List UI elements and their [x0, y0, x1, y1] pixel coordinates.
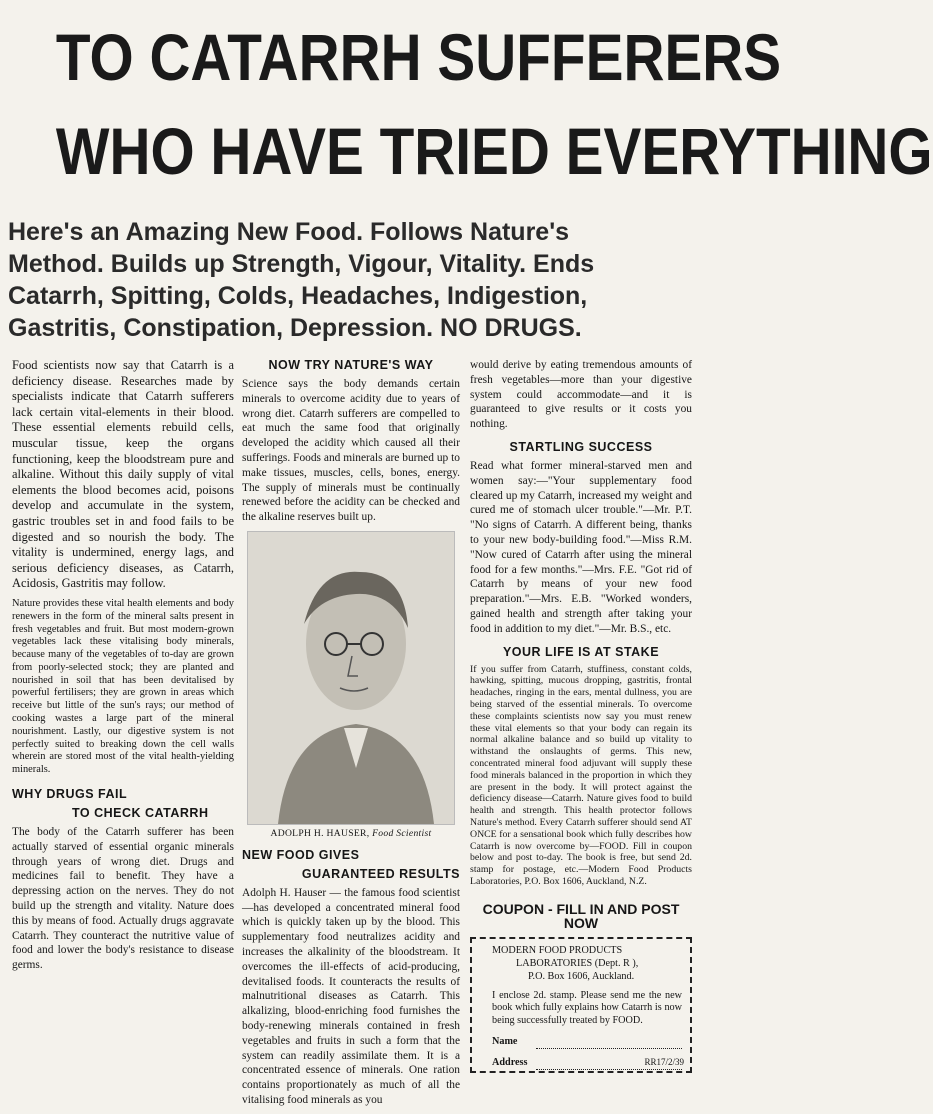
- results-paragraph: Adolph H. Hauser — the famous food scientist—has developed a concentrated mineral food which is quickly taken up by the blood. This supplementary food neutralizes acidity and increases the alkalinity of the bloodstream. It overcomes the ill-effects of acid-producing, devitalised foods. It counteracts the results of malnutritional diseases as Catarrh. This alkalizing, blood-enriching food furnishes the body-renewing minerals contained in fresh vegetables and fruits in such a form that the system can readily assimilate them. It is a concentrated essence of minerals. One ration contains proportionately as much of all the vitalising food minerals as you: [242, 886, 460, 1106]
- coupon-name-field[interactable]: [536, 1038, 682, 1049]
- stake-heading: YOUR LIFE IS AT STAKE: [502, 644, 660, 659]
- nature-way-paragraph: Science says the body demands certain minerals to overcome acidity due to years of wrong diet. Catarrh sufferers are compelled to eat much the same food that originally developed the acidity which caused all their sufferings. Foods and minerals are burned up to make tissues, muscles, cells, bones, energy. The supply of minerals must be continually renewed before the acidity can be checked and the alkaline reserves built up.: [242, 378, 460, 524]
- portrait-caption: [242, 827, 460, 842]
- success-paragraph: Read what former mineral-starved men and women say:—"Your supplementary food cleared up my Catarrh, increased my weight and cured me of stomach ulcer trouble."—Mr. P.T. "No signs of Catarrh. A different being, thanks to your new body-building food."—Miss R.M. "Now cured of Catarrh after using the mineral food for a few months."—Mrs. F.E. "Got rid of Catarrh by means of your new food preparation."—Mrs. E.B. "Worked wonders, gained health and strength after taking your food in addition to my diet."—Mr. B.S., etc.: [470, 459, 692, 635]
- caption-role: Food Scientist: [372, 827, 432, 839]
- nature-way-heading: NOW TRY NATURE'S WAY: [268, 358, 434, 372]
- coupon-reference: RR17/2/39: [644, 1057, 684, 1068]
- coupon-title: COUPON - FILL IN AND POST NOW: [482, 900, 680, 932]
- continued-paragraph: would derive by eating tremendous amounts of fresh vegetables—more than your digestive system could accommodate—and it is guaranteed to give results or it costs you nothing.: [470, 359, 692, 431]
- coupon-addr-line-1: MODERN FOOD PRODUCTS: [492, 945, 623, 957]
- portrait-photo: [247, 531, 455, 825]
- coupon-name-row[interactable]: [480, 1036, 682, 1049]
- intro-paragraph: Food scientists now say that Catarrh is a deficiency disease. Researches made by specialists indicate that Catarrh sufferers lack certain vital-elements in their blood. These essential elements rebuild cells, muscular tissue, keep the organs functioning, keep the bloodstream pure and alkaline. Without this daily supply of vital elements the blood becomes acid, poisons develop and accumulate in the system, gastric troubles set in and food fails to be digested and so nourish the body. The vitality is undermined, energy lags, and serious deficiency diseases, as Catarrh, Acidosis, Gastritis may follow.: [12, 358, 234, 591]
- success-heading: STARTLING SUCCESS: [509, 439, 653, 454]
- coupon-address-label: Address: [492, 1056, 528, 1068]
- drugs-heading-a: WHY DRUGS FAIL: [12, 787, 128, 802]
- coupon-addr-line-3: P.O. Box 1606, Auckland.: [528, 970, 635, 982]
- column-3: [470, 358, 692, 1073]
- drugs-heading-b: TO CHECK CATARRH: [72, 806, 209, 821]
- headline-line-2: WHO HAVE TRIED EVERYTHING: [55, 114, 933, 188]
- subheadline-line-2: Method. Builds up Strength, Vigour, Vitality. Ends: [8, 250, 595, 278]
- coupon-body: I enclose 2d. stamp. Please send me the new book which fully explains how Catarrh is now being successfully treated by FOOD.: [492, 989, 682, 1027]
- results-heading-a: NEW FOOD GIVES: [242, 847, 360, 862]
- drugs-paragraph: The body of the Catarrh sufferer has been actually starved of essential organic minerals through years of wrong diet. Drugs and medicines fail to benefit. They have a depressing action on the nerves. They do not build up the strength and vitality. Nature does this by means of food. Actually drugs aggravate Catarrh. They counteract the nutritive value of food and lower the body's resistance to disease germs.: [12, 826, 234, 972]
- coupon-address: [480, 945, 682, 983]
- subheadline-line-3: Catarrh, Spitting, Colds, Headaches, Indigestion,: [8, 282, 588, 310]
- column-2: [242, 358, 460, 1114]
- headline-line-1: TO CATARRH SUFFERERS: [55, 20, 782, 94]
- stake-paragraph: If you suffer from Catarrh, stuffiness, constant colds, hawking, spitting, mucous dropping, gastritis, frontal headaches, ringing in the ears, mental dullness, you are being starved of the essential minerals. To overcome these complaints scientists now say you must renew these vital elements so that your body can regain its normal alkaline balance and so build up vitality to withstand the onslaughts of germs. This new, concentrated mineral food adjuvant will supply these food minerals balanced in the proportion in which they are present in the body. It will protect against the deficiency disease—Catarrh. Nature gives food to build health and strength. This health protector follows Nature's method. Every Catarrh sufferer should send AT ONCE for a sensational book which fully describes how Catarrh is now overcome by—FOOD. Fill in coupon below and post to-day. The book is free, but send 2d. stamp for postage, etc.—Modern Food Products Laboratories, P.O. Box 1606, Auckland, N.Z.: [470, 663, 692, 887]
- portrait-illustration: [248, 532, 454, 824]
- coupon-box[interactable]: [470, 937, 692, 1073]
- coupon-name-label: Name: [492, 1036, 518, 1048]
- coupon-addr-line-2: LABORATORIES (Dept. R ),: [516, 958, 639, 970]
- subheadline-line-4: Gastritis, Constipation, Depression. NO DRUGS.: [8, 314, 582, 342]
- caption-name: ADOLPH H. HAUSER,: [270, 827, 370, 839]
- column-1: [12, 358, 234, 979]
- results-heading-b: GUARANTEED RESULTS: [301, 866, 460, 881]
- nature-paragraph: Nature provides these vital health elements and body renewers in the form of the mineral salts present in fresh vegetables and fruit. But most modern-grown vegetables lack these vitalising body minerals, because many of the vegetables of to-day are grown from poorly-selected stock; they are planted and nourished in soil that has been devitalised by powerful fertilisers; they are grown in areas which receive but little of the sun's rays; our method of cooking wastes a large part of the mineral nourishment. Lastly, our digestive system is not perfectly suited to breaking down the cell walls wherein are stored most of the vital health-yielding minerals.: [12, 597, 234, 776]
- subheadline-line-1: Here's an Amazing New Food. Follows Nature's: [8, 218, 570, 246]
